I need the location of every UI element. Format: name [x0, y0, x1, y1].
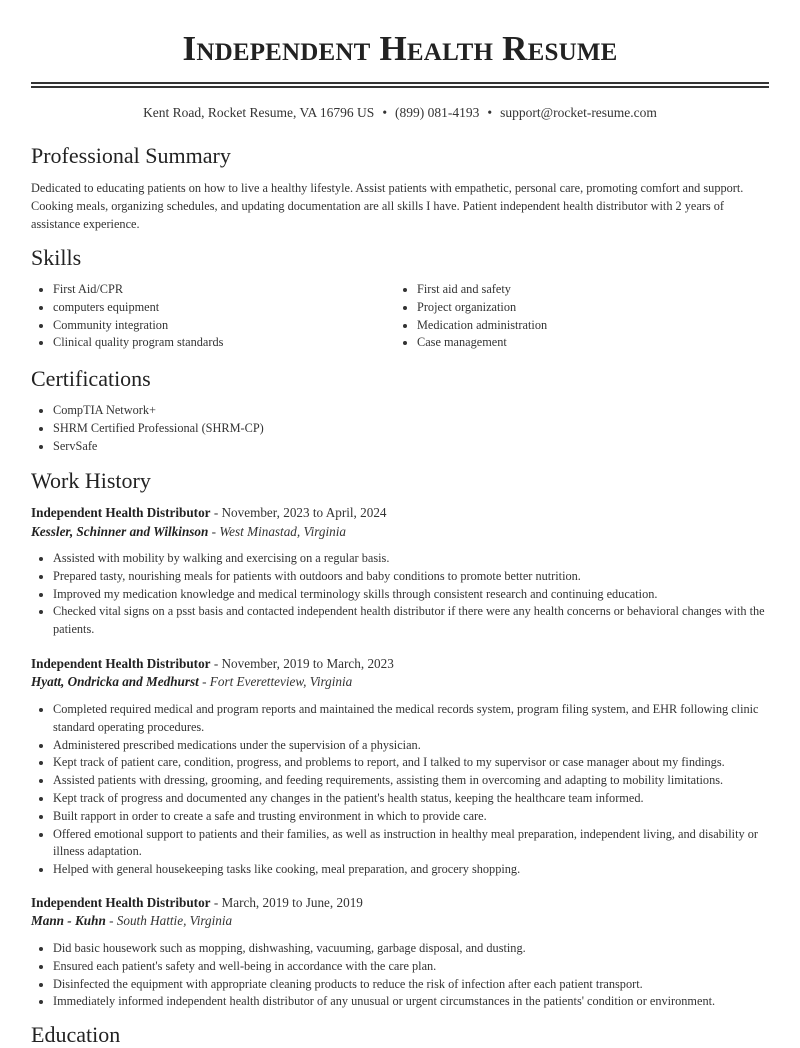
job-dates: - November, 2023 to April, 2024 — [210, 505, 387, 520]
job-company: Mann - Kuhn — [31, 913, 106, 928]
job-title-line — [31, 656, 394, 672]
contact-address: Kent Road, Rocket Resume, VA 16796 US — [143, 105, 375, 120]
contact-phone: (899) 081-4193 — [395, 105, 480, 120]
skill-item: • Community integration — [53, 317, 393, 335]
job-bullet: • Helped with general housekeeping tasks like cooking, meal preparation, and grocery shopping. — [53, 861, 769, 879]
job-company-line — [31, 524, 346, 540]
skill-item: • Project organization — [417, 299, 777, 317]
job-location: - South Hattie, Virginia — [105, 913, 233, 928]
skill-item: • Medication administration — [417, 317, 777, 335]
job-title: Independent Health Distributor — [31, 895, 211, 910]
job-bullet: • Prepared tasty, nourishing meals for patients with outdoors and baby conditions to promote better nutrition. — [53, 568, 769, 586]
contact-line — [31, 105, 769, 121]
skills-list-left — [31, 281, 393, 352]
job-bullet: • Assisted with mobility by walking and exercising on a regular basis. — [53, 550, 769, 568]
job-company-line — [31, 674, 352, 690]
certifications-heading: Certifications — [31, 366, 151, 391]
job-company-line — [31, 913, 232, 929]
job-dates: - November, 2019 to March, 2023 — [210, 656, 394, 671]
title-divider-bottom — [31, 86, 769, 88]
job-dates: - March, 2019 to June, 2019 — [210, 895, 363, 910]
skill-item: • Clinical quality program standards — [53, 334, 393, 352]
job-bullet: • Assisted patients with dressing, grooming, and feeding requirements, assisting them in overcoming and adapting to mobility limitations. — [53, 772, 769, 790]
skill-item: • computers equipment — [53, 299, 393, 317]
job-bullet: • Checked vital signs on a psst basis and contacted independent health distributor if there were any health concerns or behavioral changes with the patients. — [53, 603, 769, 639]
job-bullet: • Built rapport in order to create a safe and trusting environment in which to provide care. — [53, 808, 769, 826]
job-bullet: • Did basic housework such as mopping, dishwashing, vacuuming, garbage disposal, and dusting. — [53, 940, 769, 958]
contact-separator: • — [382, 105, 388, 120]
job-title: Independent Health Distributor — [31, 656, 211, 671]
skills-list-right — [395, 281, 777, 352]
skill-item: • Case management — [417, 334, 777, 352]
job-bullet: • Kept track of progress and documented any changes in the patient's health status, keeping the healthcare team informed. — [53, 790, 769, 808]
work-history-heading: Work History — [31, 468, 151, 493]
job-bullet: • Immediately informed independent health distributor of any unusual or urgent circumstances in the patients' condition or environment. — [53, 993, 769, 1011]
contact-email: support@rocket-resume.com — [500, 105, 657, 120]
skills-heading: Skills — [31, 245, 82, 270]
job-bullet: • Offered emotional support to patients and their families, as well as instruction in healthy meal preparation, independent living, and disability or illness adaptation. — [53, 826, 769, 862]
job-bullet: • Improved my medication knowledge and medical terminology skills through consistent research and continuing education. — [53, 586, 769, 604]
job-location: - Fort Everetteview, Virginia — [198, 674, 353, 689]
job-location: - West Minastad, Virginia — [208, 524, 346, 539]
certifications-list — [31, 402, 753, 455]
certification-item: • CompTIA Network+ — [53, 402, 753, 420]
job-title-line — [31, 895, 363, 911]
job-bullets — [31, 940, 769, 1011]
title-divider-top — [31, 82, 769, 84]
job-bullets — [31, 701, 769, 879]
job-bullets — [31, 550, 769, 639]
certification-item: • SHRM Certified Professional (SHRM-CP) — [53, 420, 753, 438]
education-heading: Education — [31, 1022, 121, 1047]
summary-text: Dedicated to educating patients on how to live a healthy lifestyle. Assist patients with empathetic, personal care, promoting comfort and support. Cooking meals, organizing schedules, and updating documentation are all skills I have. Patient independent health distributor with 2 years of assistance experience. — [31, 181, 744, 231]
contact-separator: • — [487, 105, 493, 120]
job-bullet: • Completed required medical and program reports and maintained the medical records system, program filing system, and EHR following clinic standard operating procedures. — [53, 701, 769, 737]
skill-item: • First Aid/CPR — [53, 281, 393, 299]
job-company: Hyatt, Ondricka and Medhurst — [31, 674, 199, 689]
skill-item: • First aid and safety — [417, 281, 777, 299]
job-title: Independent Health Distributor — [31, 505, 211, 520]
job-bullet: • Administered prescribed medications under the supervision of a physician. — [53, 737, 769, 755]
job-bullet: • Ensured each patient's safety and well-being in accordance with the care plan. — [53, 958, 769, 976]
job-company: Kessler, Schinner and Wilkinson — [31, 524, 209, 539]
certification-item: • ServSafe — [53, 438, 753, 456]
job-bullet: • Kept track of patient care, condition, progress, and problems to report, and I talked to my supervisor or case manager about my findings. — [53, 754, 769, 772]
summary-heading: Professional Summary — [31, 143, 231, 168]
resume-title: Independent Health Resume — [182, 29, 618, 68]
job-bullet: • Disinfected the equipment with appropriate cleaning products to reduce the risk of infection after each patient transport. — [53, 976, 769, 994]
job-title-line — [31, 505, 387, 521]
